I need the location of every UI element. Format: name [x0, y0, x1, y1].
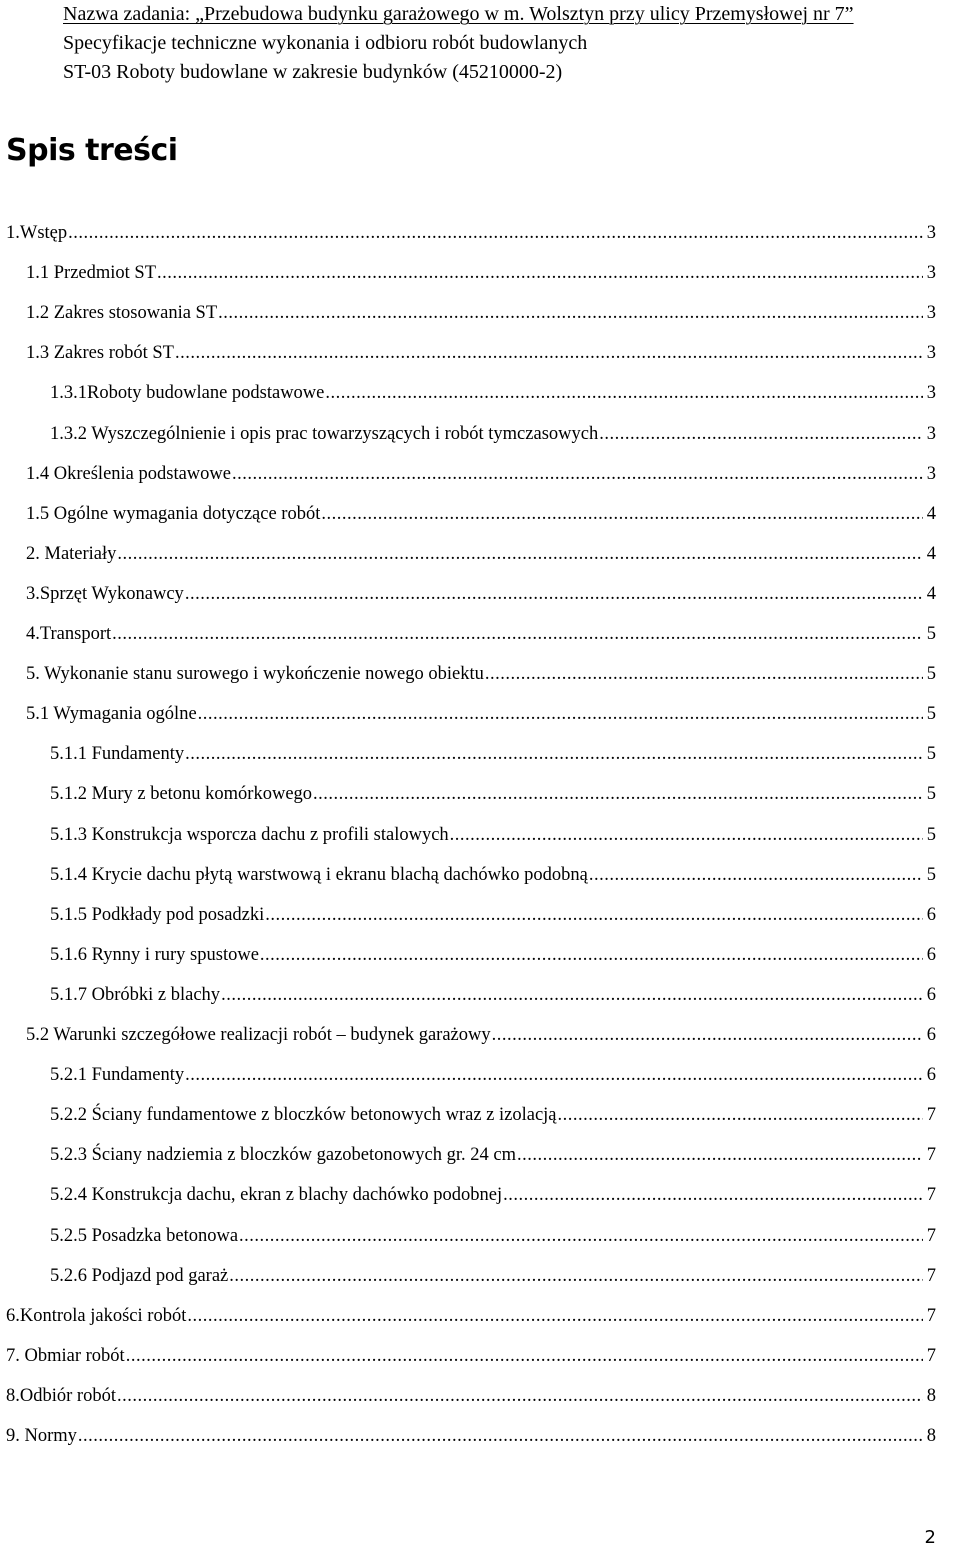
toc-entry[interactable]: [0, 1306, 936, 1336]
toc-entry-page: 3: [926, 423, 936, 444]
toc-entry-page: 5: [926, 784, 936, 805]
toc-dot-leader: [117, 544, 922, 565]
toc-entry-label: 4.Transport: [26, 624, 112, 644]
toc-entry-page: 5: [926, 664, 936, 685]
toc-entry[interactable]: [0, 1105, 936, 1135]
toc-dot-leader: [175, 343, 923, 364]
toc-dot-leader: [221, 985, 923, 1006]
document-header: [63, 0, 943, 87]
toc-dot-leader: [599, 424, 923, 445]
toc-entry[interactable]: [0, 865, 936, 895]
toc-entry[interactable]: [0, 664, 936, 694]
toc-dot-leader: [260, 945, 923, 966]
toc-dot-leader: [68, 223, 923, 244]
toc-entry-page: 3: [926, 263, 936, 284]
toc-entry[interactable]: [0, 343, 936, 373]
toc-entry[interactable]: [0, 383, 936, 413]
toc-entry-label: 5.1.4 Krycie dachu płytą warstwową i ekranu blachą dachówko podobną: [50, 864, 588, 885]
toc-entry-page: 7: [926, 1105, 936, 1126]
toc-entry[interactable]: [0, 744, 936, 774]
toc-entry-page: 3: [926, 463, 936, 484]
toc-dot-leader: [558, 1105, 923, 1126]
toc-entry[interactable]: [0, 905, 936, 935]
toc-entry-page: 3: [926, 223, 936, 243]
toc-entry-page: 3: [926, 343, 936, 364]
toc-entry-label: 5.2.1 Fundamenty: [50, 1065, 185, 1086]
toc-entry-page: 7: [926, 1185, 936, 1206]
toc-entry[interactable]: [0, 1386, 936, 1416]
toc-entry-label: 1.4 Określenia podstawowe: [26, 463, 231, 484]
toc-entry-label: 9. Normy: [6, 1426, 77, 1446]
toc-entry[interactable]: [0, 1145, 936, 1175]
header-spec-code: ST-03 Roboty budowlane w zakresie budynków (45210000-2): [63, 61, 563, 83]
toc-dot-leader: [187, 1306, 922, 1327]
toc-entry-label: 5.2.5 Posadzka betonowa: [50, 1225, 239, 1246]
page-number: 2: [924, 1527, 936, 1548]
toc-entry-label: 5.1.7 Obróbki z blachy: [50, 984, 221, 1005]
toc-entry[interactable]: [0, 544, 936, 574]
toc-entry-label: 1.3.1Roboty budowlane podstawowe: [50, 383, 325, 404]
toc-entry-label: 5. Wykonanie stanu surowego i wykończenie nowego obiektu: [26, 664, 484, 685]
toc-dot-leader: [185, 744, 923, 765]
toc-dot-leader: [218, 303, 923, 324]
toc-entry-label: 1.3.2 Wyszczególnienie i opis prac towarzyszących i robót tymczasowych: [50, 423, 599, 444]
toc-entry-page: 4: [926, 503, 936, 524]
toc-entry-page: 6: [926, 904, 936, 925]
toc-dot-leader: [265, 905, 922, 926]
toc-entry-label: 2. Materiały: [26, 543, 117, 564]
toc-entry[interactable]: [0, 624, 936, 654]
toc-entry-label: 6.Kontrola jakości robót: [6, 1305, 187, 1326]
toc-dot-leader: [450, 825, 923, 846]
toc-entry-label: 7. Obmiar robót: [6, 1345, 125, 1366]
toc-dot-leader: [313, 784, 923, 805]
toc-entry-page: 4: [926, 543, 936, 564]
toc-dot-leader: [325, 383, 922, 404]
toc-entry-label: 5.1.2 Mury z betonu komórkowego: [50, 784, 313, 805]
toc-entry[interactable]: [0, 1346, 936, 1376]
toc-entry-page: 7: [926, 1145, 936, 1166]
toc-entry-label: 5.1.3 Konstrukcja wsporcza dachu z profili stalowych: [50, 824, 449, 845]
toc-dot-leader: [198, 704, 923, 725]
header-spec-title: Specyfikacje techniczne wykonania i odbioru robót budowlanych: [63, 32, 588, 54]
toc-dot-leader: [117, 1386, 923, 1407]
toc-entry[interactable]: [0, 303, 936, 333]
toc-entry[interactable]: [0, 223, 936, 253]
toc-entry[interactable]: [0, 1025, 936, 1055]
toc-entry-page: 5: [926, 824, 936, 845]
toc-entry-page: 6: [926, 1065, 936, 1086]
toc-entry-label: 5.2.2 Ściany fundamentowe z bloczków betonowych wraz z izolacją: [50, 1105, 557, 1126]
toc-dot-leader: [589, 865, 923, 886]
toc-dot-leader: [78, 1426, 923, 1447]
toc-entry-page: 7: [926, 1265, 936, 1286]
toc-entry[interactable]: [0, 825, 936, 855]
toc-dot-leader: [321, 504, 922, 525]
toc-entry-page: 5: [926, 624, 936, 644]
toc-entry-label: 5.2.6 Podjazd pod garaż: [50, 1265, 229, 1286]
toc-entry-page: 6: [926, 944, 936, 965]
toc-dot-leader: [232, 464, 923, 485]
toc-entry-label: 1.1 Przedmiot ST: [26, 263, 157, 284]
toc-entry-label: 1.5 Ogólne wymagania dotyczące robót: [26, 503, 321, 524]
toc-entry-label: 5.1.5 Podkłady pod posadzki: [50, 904, 265, 925]
toc-dot-leader: [239, 1226, 923, 1247]
toc-entry[interactable]: [0, 985, 936, 1015]
toc-entry[interactable]: [0, 424, 936, 454]
toc-entry[interactable]: [0, 1426, 936, 1456]
toc-entry[interactable]: [0, 704, 936, 734]
toc-title: Spis treści: [6, 133, 178, 168]
toc-entry-page: 7: [926, 1305, 936, 1326]
toc-entry-page: 7: [926, 1345, 936, 1366]
toc-entry-page: 6: [926, 984, 936, 1005]
toc-entry-label: 5.2.4 Konstrukcja dachu, ekran z blachy dachówko podobnej: [50, 1185, 503, 1206]
toc-entry[interactable]: [0, 263, 936, 293]
toc-entry-label: 5.1.6 Rynny i rury spustowe: [50, 944, 259, 965]
toc-entry-page: 5: [926, 744, 936, 765]
toc-entry-label: 1.3 Zakres robót ST: [26, 343, 174, 364]
toc-entry-label: 1.2 Zakres stosowania ST: [26, 303, 218, 324]
toc-dot-leader: [126, 1346, 923, 1367]
toc-entry-label: 5.1.1 Fundamenty: [50, 744, 185, 765]
toc-dot-leader: [112, 624, 923, 645]
toc-dot-leader: [185, 1065, 923, 1086]
toc-entry-page: 8: [926, 1426, 936, 1446]
toc-dot-leader: [157, 263, 923, 284]
toc-entry-page: 4: [926, 583, 936, 604]
toc-dot-leader: [517, 1145, 923, 1166]
toc-entry-label: 1.Wstęp: [6, 223, 68, 243]
toc-entry-page: 7: [926, 1225, 936, 1246]
toc-entry[interactable]: [0, 464, 936, 494]
toc-entry-page: 6: [926, 1025, 936, 1045]
toc-entry-page: 5: [926, 704, 936, 725]
toc-entry-label: 8.Odbiór robót: [6, 1385, 116, 1406]
toc-entry[interactable]: [0, 945, 936, 975]
toc-entry[interactable]: [0, 504, 936, 534]
toc-entry-label: 5.2 Warunki szczegółowe realizacji robót – budynek garażowy: [26, 1025, 491, 1045]
toc-entry[interactable]: [0, 784, 936, 814]
toc-dot-leader: [492, 1025, 923, 1046]
toc-entry-label: 5.2.3 Ściany nadziemia z bloczków gazobetonowych gr. 24 cm: [50, 1145, 516, 1166]
toc-dot-leader: [485, 664, 923, 685]
toc-entry[interactable]: [0, 1226, 936, 1256]
toc-entry[interactable]: [0, 584, 936, 614]
toc-entry-page: 8: [926, 1385, 936, 1406]
toc-entry[interactable]: [0, 1266, 936, 1296]
toc-entry-label: 5.1 Wymagania ogólne: [26, 704, 197, 725]
header-task-name: Nazwa zadania: „Przebudowa budynku garażowego w m. Wolsztyn przy ulicy Przemysłowej nr 7”: [63, 3, 854, 25]
toc-entry-label: 3.Sprzęt Wykonawcy: [26, 583, 184, 604]
toc-entry-page: 3: [926, 303, 936, 324]
toc-entry-page: 3: [926, 383, 936, 404]
toc-dot-leader: [185, 584, 923, 605]
toc-dot-leader: [229, 1266, 922, 1287]
toc-entry[interactable]: [0, 1065, 936, 1095]
toc-entry[interactable]: [0, 1185, 936, 1215]
toc-entry-page: 5: [926, 864, 936, 885]
toc-dot-leader: [503, 1185, 923, 1206]
